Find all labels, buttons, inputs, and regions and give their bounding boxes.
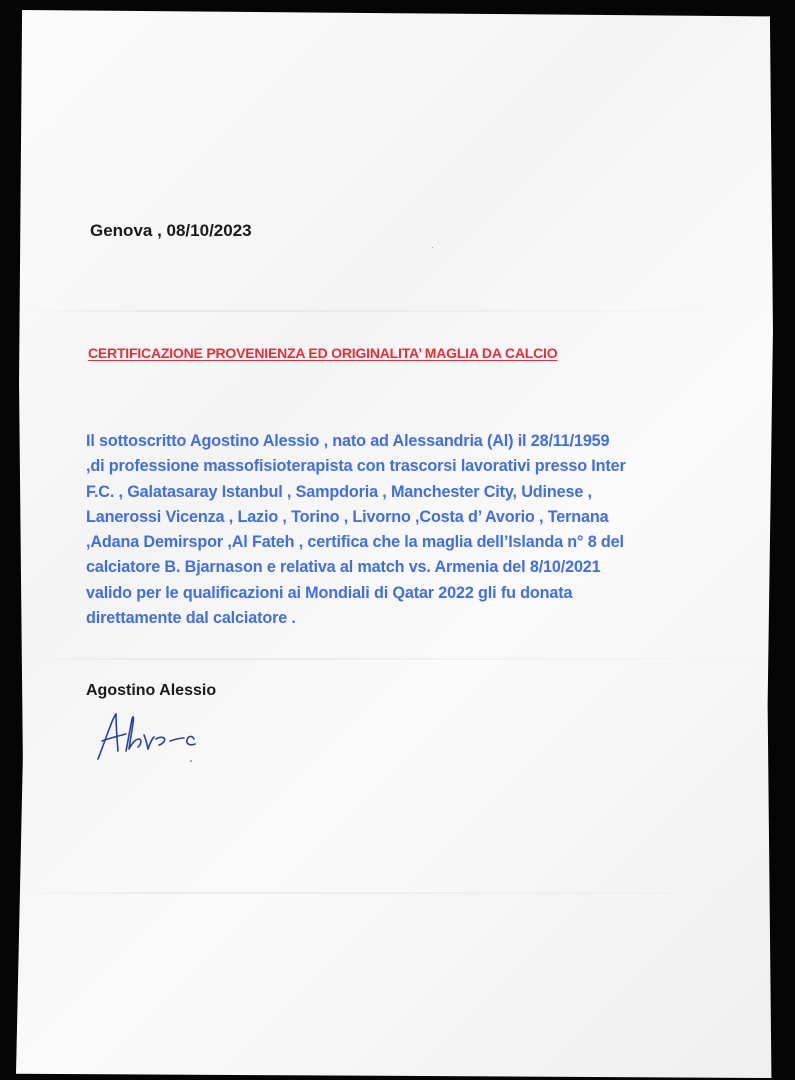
paper-speck <box>190 760 192 762</box>
signer-name: Agostino Alessio <box>86 682 217 699</box>
body-line: F.C. , Galatasaray Istanbul , Sampdoria , Manchester City, Udinese , <box>86 482 592 501</box>
handwritten-signature-icon <box>92 705 252 765</box>
body-line: ,Adana Demirspor ,Al Fateh , certifica che la maglia dell’Islanda n° 8 del <box>86 533 624 552</box>
body-line: Il sottoscritto Agostino Alessio , nato ad Alessandria (Al) il 28/11/1959 <box>86 432 610 450</box>
body-line: direttamente dal calciatore . <box>86 609 296 628</box>
paper-speck <box>432 247 433 248</box>
certificate-title: CERTIFICAZIONE PROVENIENZA ED ORIGINALITA’ MAGLIA DA CALCIO <box>88 345 558 361</box>
place-and-date: Genova , 08/10/2023 <box>90 221 252 240</box>
body-line: valido per le qualificazioni ai Mondiali di Qatar 2022 gli fu donata <box>86 583 573 602</box>
body-line: Lanerossi Vicenza , Lazio , Torino , Livorno ,Costa d’ Avorio , Ternana <box>86 507 609 526</box>
paper-crease <box>16 658 776 660</box>
paper-crease <box>16 892 776 894</box>
certificate-body <box>86 429 696 631</box>
paper-crease <box>16 310 776 312</box>
body-line: ,di professione massofisioterapista con trascorsi lavorativi presso Inter <box>86 457 626 476</box>
body-line: calciatore B. Bjarnason e relativa al match vs. Armenia del 8/10/2021 <box>86 558 601 577</box>
